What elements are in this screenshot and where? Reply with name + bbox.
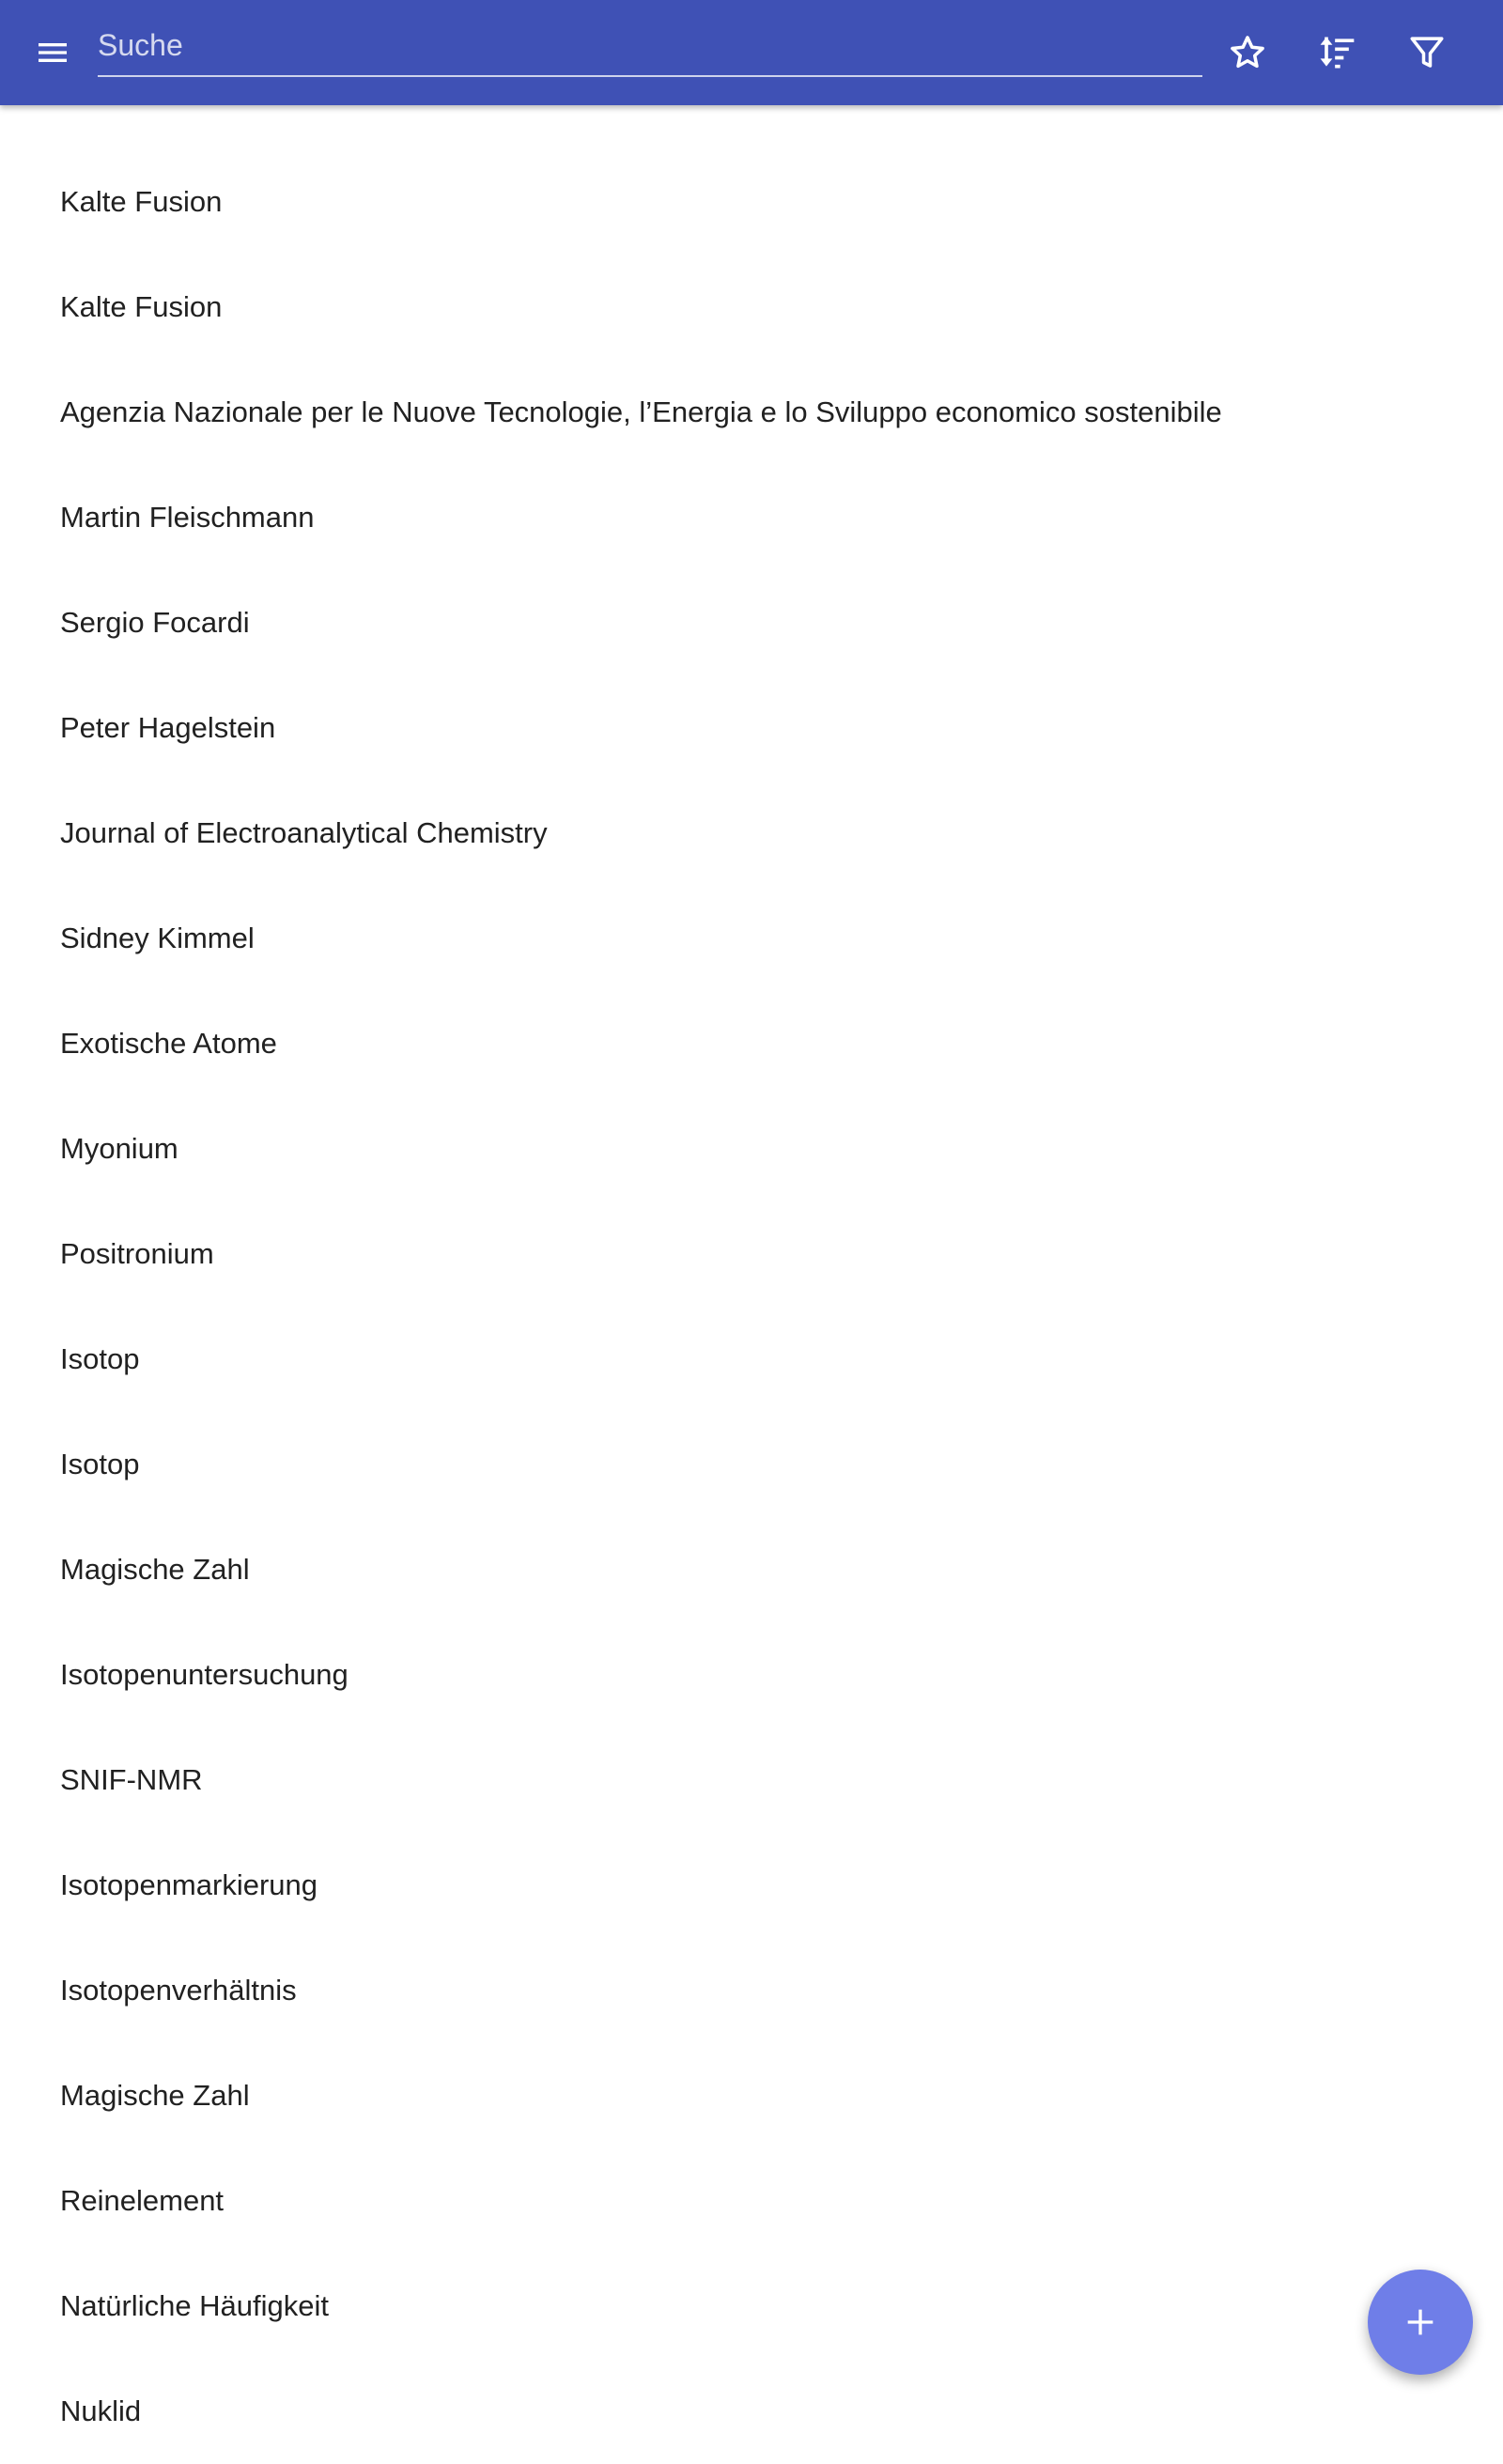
- list-item[interactable]: [0, 886, 1503, 991]
- list-item-label: Natürliche Häufigkeit: [60, 2289, 330, 2322]
- list-item[interactable]: [0, 255, 1503, 360]
- list-item[interactable]: [0, 2359, 1503, 2464]
- list-item[interactable]: [0, 465, 1503, 570]
- list-item[interactable]: [0, 1833, 1503, 1938]
- list-item[interactable]: [0, 1201, 1503, 1307]
- list-item[interactable]: [0, 1938, 1503, 2043]
- list-item-label: Isotopenverhältnis: [60, 1974, 297, 2007]
- sort-button[interactable]: [1307, 23, 1367, 83]
- list-item[interactable]: [0, 1517, 1503, 1622]
- list-item-label: Nuklid: [60, 2394, 142, 2427]
- filter-button[interactable]: [1397, 23, 1457, 83]
- sort-icon: [1316, 32, 1357, 73]
- list-item-label: Kalte Fusion: [60, 290, 223, 323]
- list-item-label: Reinelement: [60, 2184, 225, 2217]
- search-input[interactable]: [98, 17, 1202, 73]
- list-item[interactable]: [0, 2148, 1503, 2254]
- list-item-label: Sidney Kimmel: [60, 922, 255, 954]
- list-item-label: Isotopenuntersuchung: [60, 1658, 349, 1691]
- list-item[interactable]: [0, 1728, 1503, 1833]
- list-item-label: Journal of Electroanalytical Chemistry: [60, 816, 548, 849]
- list-item[interactable]: [0, 991, 1503, 1096]
- add-button[interactable]: [1368, 2270, 1473, 2375]
- list-item-label: Positronium: [60, 1237, 214, 1270]
- list-item[interactable]: [0, 570, 1503, 675]
- list-item[interactable]: [0, 781, 1503, 886]
- star-outline-icon: [1228, 33, 1267, 72]
- list-item-label: Magische Zahl: [60, 1553, 250, 1586]
- list-item[interactable]: [0, 360, 1503, 465]
- list-item-label: Magische Zahl: [60, 2079, 250, 2112]
- filter-icon: [1407, 33, 1447, 72]
- list-item[interactable]: [0, 675, 1503, 781]
- list-item-label: Sergio Focardi: [60, 606, 250, 639]
- menu-icon: [34, 34, 71, 71]
- list-item[interactable]: [0, 2254, 1503, 2359]
- favorite-button[interactable]: [1217, 23, 1278, 83]
- list-item-label: Martin Fleischmann: [60, 501, 315, 534]
- top-app-bar: [0, 0, 1503, 105]
- result-list: [0, 105, 1503, 2464]
- menu-button[interactable]: [23, 23, 83, 83]
- list-item[interactable]: [0, 1307, 1503, 1412]
- list-item-label: Kalte Fusion: [60, 185, 223, 218]
- list-item[interactable]: [0, 1096, 1503, 1201]
- list-item[interactable]: [0, 1412, 1503, 1517]
- list-item-label: Isotopenmarkierung: [60, 1868, 318, 1901]
- list-item-label: Isotop: [60, 1342, 140, 1375]
- search-field[interactable]: [98, 17, 1202, 77]
- list-item-label: Isotop: [60, 1448, 140, 1480]
- list-item-label: Myonium: [60, 1132, 178, 1165]
- plus-icon: [1402, 2303, 1439, 2341]
- list-item-label: Peter Hagelstein: [60, 711, 276, 744]
- list-item[interactable]: [0, 2043, 1503, 2148]
- list-item-label: Exotische Atome: [60, 1027, 277, 1060]
- list-item-label: Agenzia Nazionale per le Nuove Tecnologie, l’Energia e lo Sviluppo economico sostenibile: [60, 395, 1222, 428]
- list-item-label: SNIF-NMR: [60, 1763, 203, 1796]
- list-item[interactable]: [0, 149, 1503, 255]
- list-item[interactable]: [0, 1622, 1503, 1728]
